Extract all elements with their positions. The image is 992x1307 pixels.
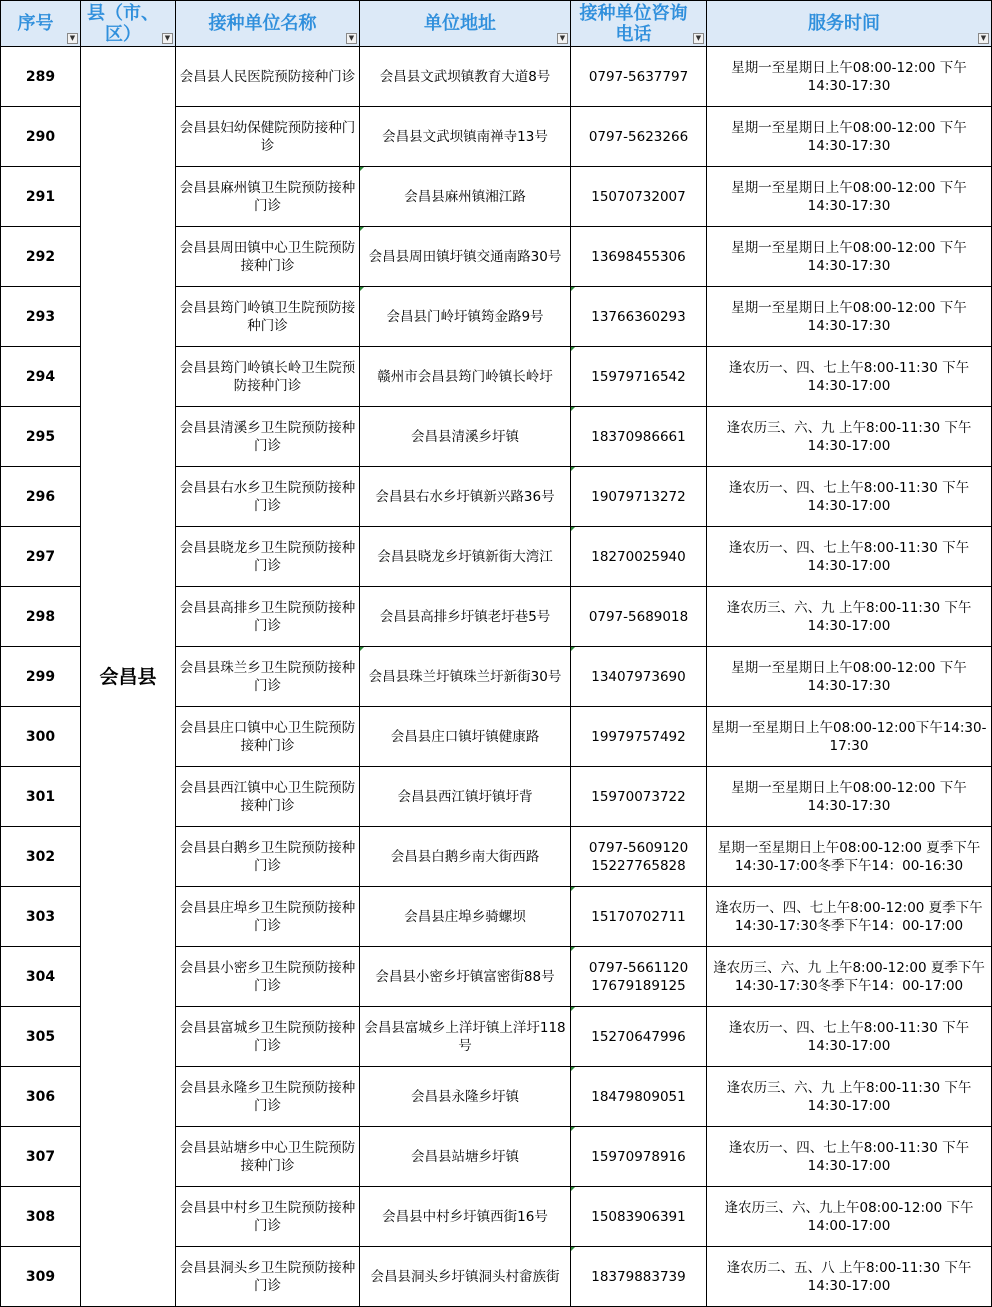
row-hours: 星期一至星期日上午08:00-12:00 下午14:30-17:30	[707, 107, 992, 167]
county-cell: 会昌县	[81, 47, 176, 1307]
row-hours: 星期一至星期日上午08:00-12:00 下午14:30-17:30	[707, 287, 992, 347]
row-hours: 逢农历一、四、七上午8:00-11:30 下午14:30-17:00	[707, 527, 992, 587]
row-phone: 15070732007	[571, 167, 707, 227]
row-seq: 290	[1, 107, 81, 167]
row-seq: 291	[1, 167, 81, 227]
row-phone: 15083906391	[571, 1187, 707, 1247]
cell-marker-icon	[360, 227, 364, 231]
cell-marker-icon	[571, 647, 575, 651]
row-seq: 306	[1, 1067, 81, 1127]
row-unit-name: 会昌县晓龙乡卫生院预防接种门诊	[176, 527, 360, 587]
row-address: 会昌县小密乡圩镇富密街88号	[360, 947, 571, 1007]
row-hours: 逢农历二、五、八 上午8:00-11:30 下午14:30-17:00	[707, 1247, 992, 1307]
header-row	[1, 1, 992, 47]
row-address: 会昌县白鹅乡南大街西路	[360, 827, 571, 887]
table-row	[1, 47, 992, 107]
row-address: 会昌县中村乡圩镇西街16号	[360, 1187, 571, 1247]
row-phone: 13766360293	[571, 287, 707, 347]
row-hours: 逢农历一、四、七上午8:00-11:30 下午14:30-17:00	[707, 347, 992, 407]
row-phone: 15970073722	[571, 767, 707, 827]
row-hours: 星期一至星期日上午08:00-12:00 夏季下午14:30-17:00冬季下午14：00-16:30	[707, 827, 992, 887]
header-hours-label: 服务时间	[808, 13, 880, 34]
row-address: 会昌县珠兰圩镇珠兰圩新街30号	[360, 647, 571, 707]
row-seq: 305	[1, 1007, 81, 1067]
cell-marker-icon	[571, 1247, 575, 1251]
row-unit-name: 会昌县庄埠乡卫生院预防接种门诊	[176, 887, 360, 947]
row-seq: 307	[1, 1127, 81, 1187]
row-hours: 逢农历一、四、七上午8:00-11:30 下午14:30-17:00	[707, 1007, 992, 1067]
row-unit-name: 会昌县中村乡卫生院预防接种门诊	[176, 1187, 360, 1247]
row-unit-name: 会昌县妇幼保健院预防接种门诊	[176, 107, 360, 167]
filter-dropdown-icon[interactable]: ▼	[346, 33, 357, 44]
cell-marker-icon	[571, 1127, 575, 1131]
row-phone: 0797-5689018	[571, 587, 707, 647]
cell-marker-icon	[571, 1007, 575, 1011]
cell-marker-icon	[571, 347, 575, 351]
row-phone: 15970978916	[571, 1127, 707, 1187]
cell-marker-icon	[360, 167, 364, 171]
row-address: 会昌县麻州镇湘江路	[360, 167, 571, 227]
row-hours: 星期一至星期日上午08:00-12:00 下午14:30-17:30	[707, 767, 992, 827]
row-unit-name: 会昌县清溪乡卫生院预防接种门诊	[176, 407, 360, 467]
row-phone: 0797-5609120 15227765828	[571, 827, 707, 887]
row-address: 会昌县晓龙乡圩镇新街大湾江	[360, 527, 571, 587]
row-unit-name: 会昌县庄口镇中心卫生院预防接种门诊	[176, 707, 360, 767]
row-unit-name: 会昌县周田镇中心卫生院预防接种门诊	[176, 227, 360, 287]
filter-dropdown-icon[interactable]: ▼	[693, 33, 704, 44]
row-unit-name: 会昌县右水乡卫生院预防接种门诊	[176, 467, 360, 527]
header-unit-name	[176, 1, 360, 47]
row-address: 会昌县洞头乡圩镇洞头村畲族街	[360, 1247, 571, 1307]
header-county	[81, 1, 176, 47]
row-address: 会昌县清溪乡圩镇	[360, 407, 571, 467]
row-seq: 303	[1, 887, 81, 947]
row-phone: 18370986661	[571, 407, 707, 467]
filter-dropdown-icon[interactable]: ▼	[67, 33, 78, 44]
row-hours: 星期一至星期日上午08:00-12:00 下午14:30-17:30	[707, 227, 992, 287]
row-unit-name: 会昌县洞头乡卫生院预防接种门诊	[176, 1247, 360, 1307]
row-seq: 293	[1, 287, 81, 347]
row-seq: 297	[1, 527, 81, 587]
row-address: 会昌县庄埠乡骑螺坝	[360, 887, 571, 947]
row-unit-name: 会昌县珠兰乡卫生院预防接种门诊	[176, 647, 360, 707]
row-seq: 304	[1, 947, 81, 1007]
row-unit-name: 会昌县白鹅乡卫生院预防接种门诊	[176, 827, 360, 887]
header-address	[360, 1, 571, 47]
row-hours: 逢农历三、六、九 上午8:00-11:30 下午14:30-17:00	[707, 1067, 992, 1127]
row-seq: 308	[1, 1187, 81, 1247]
row-seq: 289	[1, 47, 81, 107]
row-unit-name: 会昌县高排乡卫生院预防接种门诊	[176, 587, 360, 647]
row-hours: 星期一至星期日上午08:00-12:00 下午14:30-17:30	[707, 167, 992, 227]
filter-dropdown-icon[interactable]: ▼	[978, 33, 989, 44]
row-hours: 星期一至星期日上午08:00-12:00 下午14:30-17:30	[707, 47, 992, 107]
row-address: 会昌县周田镇圩镇交通南路30号	[360, 227, 571, 287]
row-address: 会昌县门岭圩镇筠金路9号	[360, 287, 571, 347]
header-address-label: 单位地址	[424, 13, 496, 34]
cell-marker-icon	[571, 467, 575, 471]
row-seq: 296	[1, 467, 81, 527]
cell-marker-icon	[571, 887, 575, 891]
row-hours: 逢农历一、四、七上午8:00-12:00 夏季下午14:30-17:30冬季下午14：00-17:00	[707, 887, 992, 947]
cell-marker-icon	[571, 947, 575, 951]
header-seq	[1, 1, 81, 47]
cell-marker-icon	[571, 287, 575, 291]
row-unit-name: 会昌县西江镇中心卫生院预防接种门诊	[176, 767, 360, 827]
row-address: 赣州市会昌县筠门岭镇长岭圩	[360, 347, 571, 407]
row-phone: 13407973690	[571, 647, 707, 707]
row-address: 会昌县右水乡圩镇新兴路36号	[360, 467, 571, 527]
filter-dropdown-icon[interactable]: ▼	[162, 33, 173, 44]
row-seq: 301	[1, 767, 81, 827]
row-hours: 逢农历三、六、九上午08:00-12:00 下午14:00-17:00	[707, 1187, 992, 1247]
row-hours: 逢农历三、六、九 上午8:00-12:00 夏季下午14:30-17:30冬季下午14：00-17:00	[707, 947, 992, 1007]
row-seq: 294	[1, 347, 81, 407]
row-phone: 15979716542	[571, 347, 707, 407]
row-address: 会昌县永隆乡圩镇	[360, 1067, 571, 1127]
row-seq: 298	[1, 587, 81, 647]
cell-marker-icon	[571, 1187, 575, 1191]
row-seq: 292	[1, 227, 81, 287]
cell-marker-icon	[571, 1067, 575, 1071]
row-phone: 13698455306	[571, 227, 707, 287]
row-phone: 0797-5637797	[571, 47, 707, 107]
header-county-label: 县（市、区）	[87, 2, 159, 45]
row-unit-name: 会昌县筠门岭镇卫生院预防接种门诊	[176, 287, 360, 347]
row-phone: 19079713272	[571, 467, 707, 527]
row-phone: 18479809051	[571, 1067, 707, 1127]
row-phone: 0797-5623266	[571, 107, 707, 167]
row-seq: 299	[1, 647, 81, 707]
row-address: 会昌县高排乡圩镇老圩巷5号	[360, 587, 571, 647]
row-unit-name: 会昌县麻州镇卫生院预防接种门诊	[176, 167, 360, 227]
filter-dropdown-icon[interactable]: ▼	[557, 33, 568, 44]
header-seq-label: 序号	[17, 13, 54, 34]
row-hours: 逢农历三、六、九 上午8:00-11:30 下午14:30-17:00	[707, 407, 992, 467]
row-seq: 302	[1, 827, 81, 887]
row-unit-name: 会昌县小密乡卫生院预防接种门诊	[176, 947, 360, 1007]
header-phone-label: 接种单位咨询电话	[579, 2, 688, 45]
row-phone: 15170702711	[571, 887, 707, 947]
header-unit-name-label: 接种单位名称	[208, 13, 317, 34]
row-unit-name: 会昌县永隆乡卫生院预防接种门诊	[176, 1067, 360, 1127]
row-seq: 295	[1, 407, 81, 467]
row-phone: 18379883739	[571, 1247, 707, 1307]
row-phone: 0797-5661120 17679189125	[571, 947, 707, 1007]
row-unit-name: 会昌县人民医院预防接种门诊	[176, 47, 360, 107]
row-hours: 逢农历一、四、七上午8:00-11:30 下午14:30-17:00	[707, 467, 992, 527]
row-phone: 18270025940	[571, 527, 707, 587]
row-seq: 309	[1, 1247, 81, 1307]
row-phone: 15270647996	[571, 1007, 707, 1067]
row-address: 会昌县富城乡上洋圩镇上洋圩118号	[360, 1007, 571, 1067]
row-hours: 星期一至星期日上午08:00-12:00下午14:30-17:30	[707, 707, 992, 767]
header-hours	[707, 1, 992, 47]
cell-marker-icon	[571, 527, 575, 531]
row-address: 会昌县站塘乡圩镇	[360, 1127, 571, 1187]
row-phone: 19979757492	[571, 707, 707, 767]
row-unit-name: 会昌县筠门岭镇长岭卫生院预防接种门诊	[176, 347, 360, 407]
cell-marker-icon	[571, 407, 575, 411]
row-address: 会昌县文武坝镇南禅寺13号	[360, 107, 571, 167]
row-unit-name: 会昌县富城乡卫生院预防接种门诊	[176, 1007, 360, 1067]
cell-marker-icon	[360, 287, 364, 291]
row-unit-name: 会昌县站塘乡中心卫生院预防接种门诊	[176, 1127, 360, 1187]
row-address: 会昌县西江镇圩镇圩背	[360, 767, 571, 827]
row-hours: 星期一至星期日上午08:00-12:00 下午14:30-17:30	[707, 647, 992, 707]
row-address: 会昌县文武坝镇教育大道8号	[360, 47, 571, 107]
row-address: 会昌县庄口镇圩镇健康路	[360, 707, 571, 767]
row-hours: 逢农历三、六、九 上午8:00-11:30 下午14:30-17:00	[707, 587, 992, 647]
header-phone	[571, 1, 707, 47]
row-hours: 逢农历一、四、七上午8:00-11:30 下午14:30-17:00	[707, 1127, 992, 1187]
row-seq: 300	[1, 707, 81, 767]
cell-marker-icon	[360, 647, 364, 651]
